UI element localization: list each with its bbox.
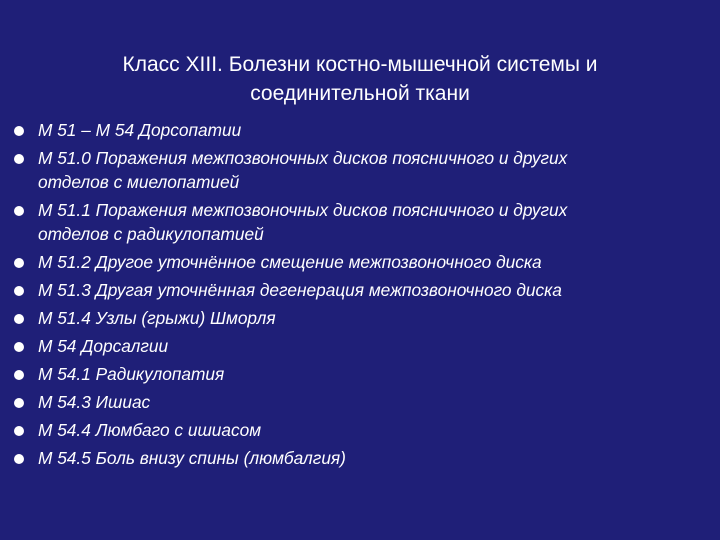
- list-item-text: М 54 Дорсалгии: [38, 336, 169, 356]
- slide-title: [40, 50, 680, 108]
- list-item-text: М 51 – М 54 Дорсопатии: [38, 120, 242, 140]
- list-item: [12, 278, 712, 302]
- list-item: [12, 362, 712, 386]
- list-item: [12, 446, 712, 470]
- list-item: [12, 198, 712, 246]
- bullet-icon: [14, 126, 24, 136]
- title-line-1: Класс XIII. Болезни костно-мышечной системы и: [122, 53, 598, 77]
- bullet-icon: [14, 154, 24, 164]
- list-item-text: М 51.0 Поражения межпозвоночных дисков поясничного и других: [38, 148, 568, 168]
- list-item: [12, 306, 712, 330]
- list-item-text: М 51.3 Другая уточнённая дегенерация межпозвоночного диска: [38, 280, 562, 300]
- bullet-list: [12, 118, 712, 474]
- list-item: [12, 390, 712, 414]
- bullet-icon: [14, 398, 24, 408]
- title-line-2: соединительной ткани: [250, 82, 470, 106]
- list-item-text-continued: отделов с радикулопатией: [38, 224, 264, 244]
- list-item: [12, 250, 712, 274]
- list-item: [12, 418, 712, 442]
- list-item-text-continued: отделов с миелопатией: [38, 172, 240, 192]
- bullet-icon: [14, 314, 24, 324]
- list-item-text: М 51.1 Поражения межпозвоночных дисков поясничного и других: [38, 200, 568, 220]
- list-item-text: М 54.3 Ишиас: [38, 392, 151, 412]
- list-item: [12, 146, 712, 194]
- bullet-icon: [14, 454, 24, 464]
- bullet-icon: [14, 258, 24, 268]
- bullet-icon: [14, 342, 24, 352]
- list-item: [12, 118, 712, 142]
- list-item-text: М 54.4 Люмбаго с ишиасом: [38, 420, 262, 440]
- list-item-text: М 51.4 Узлы (грыжи) Шморля: [38, 308, 276, 328]
- list-item: [12, 334, 712, 358]
- bullet-icon: [14, 426, 24, 436]
- list-item-text: М 54.5 Боль внизу спины (люмбалгия): [38, 448, 346, 468]
- list-item-text: М 54.1 Радикулопатия: [38, 364, 225, 384]
- bullet-icon: [14, 286, 24, 296]
- bullet-icon: [14, 206, 24, 216]
- list-item-text: М 51.2 Другое уточнённое смещение межпозвоночного диска: [38, 252, 542, 272]
- bullet-icon: [14, 370, 24, 380]
